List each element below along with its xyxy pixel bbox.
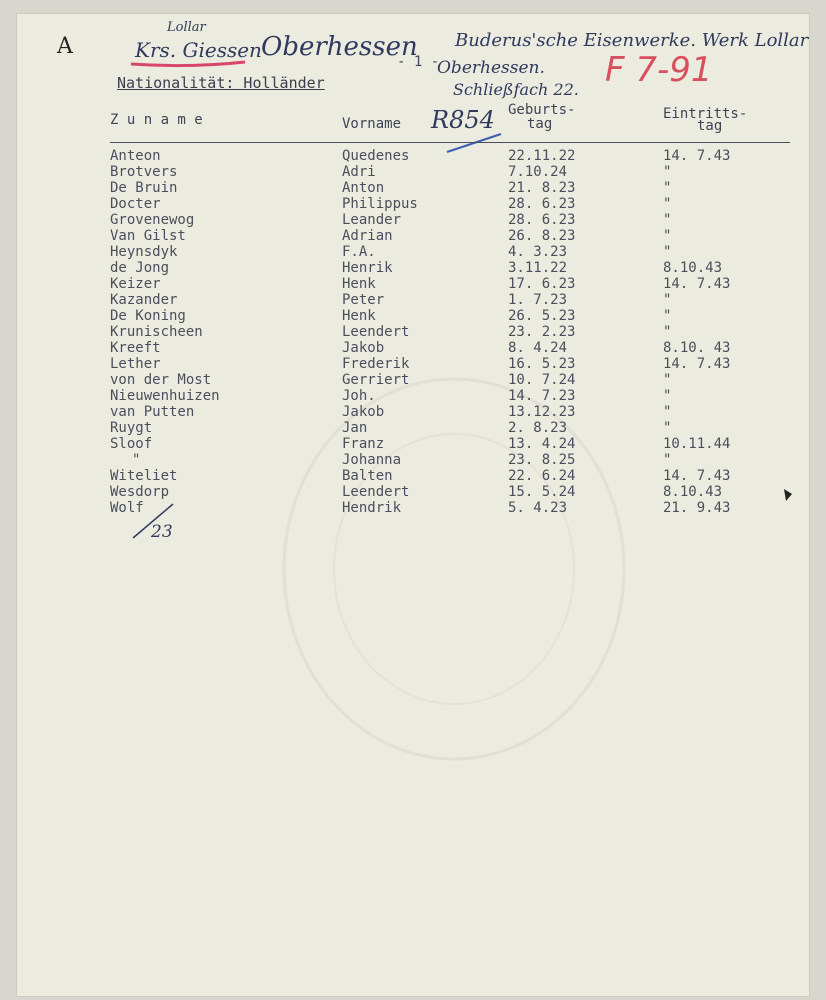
- surname-cell: Wesdorp: [110, 484, 170, 500]
- entry-date-cell: ": [663, 228, 672, 244]
- register-code: R854: [431, 106, 495, 134]
- surname-cell: Wolf: [110, 500, 144, 516]
- table-row: [17, 164, 809, 180]
- table-row: [17, 228, 809, 244]
- birth-date-cell: 3.11.22: [508, 260, 568, 276]
- surname-cell: Keizer: [110, 276, 161, 292]
- surname-cell: Anteon: [110, 148, 161, 164]
- birth-date-cell: 21. 8.23: [508, 180, 576, 196]
- birth-date-cell: 1. 7.23: [508, 292, 568, 308]
- surname-cell: Kazander: [110, 292, 178, 308]
- birth-date-cell: 13.12.23: [508, 404, 576, 420]
- entry-date-cell: ": [663, 244, 672, 260]
- surname-cell: Nieuwenhuizen: [110, 388, 220, 404]
- table-row: [17, 372, 809, 388]
- entry-date-cell: ": [663, 180, 672, 196]
- surname-cell: von der Most: [110, 372, 212, 388]
- first-name-cell: Henk: [342, 308, 376, 324]
- entry-date-cell: 8.10.43: [663, 484, 723, 500]
- entry-date-cell: ": [663, 212, 672, 228]
- entry-date-cell: 14. 7.43: [663, 148, 731, 164]
- surname-cell: Docter: [110, 196, 161, 212]
- surname-cell: Ruygt: [110, 420, 153, 436]
- first-name-cell: Quedenes: [342, 148, 410, 164]
- birth-date-cell: 5. 4.23: [508, 500, 568, 516]
- table-row: [17, 180, 809, 196]
- surname-cell: Krunischeen: [110, 324, 203, 340]
- column-header-birth-line2: tag: [527, 116, 553, 132]
- surname-cell: Heynsdyk: [110, 244, 178, 260]
- first-name-cell: F.A.: [342, 244, 376, 260]
- entry-date-cell: ": [663, 308, 672, 324]
- table-row: [17, 196, 809, 212]
- entry-date-cell: ": [663, 388, 672, 404]
- first-name-cell: Hendrik: [342, 500, 402, 516]
- birth-date-cell: 28. 6.23: [508, 212, 576, 228]
- first-name-cell: Jakob: [342, 404, 385, 420]
- entry-date-cell: 8.10. 43: [663, 340, 731, 356]
- birth-date-cell: 26. 8.23: [508, 228, 576, 244]
- surname-cell: ": [132, 452, 141, 468]
- company-note-line2: Oberhessen.: [437, 58, 545, 78]
- birth-date-cell: 13. 4.24: [508, 436, 576, 452]
- nationality-heading: Nationalität: Holländer: [117, 74, 325, 92]
- first-name-cell: Johanna: [342, 452, 402, 468]
- table-row: [17, 404, 809, 420]
- page-number: - 1 -: [397, 54, 440, 70]
- entry-date-cell: ": [663, 196, 672, 212]
- ink-mark: [783, 488, 793, 502]
- table-row: [17, 436, 809, 452]
- birth-date-cell: 4. 3.23: [508, 244, 568, 260]
- table-row: [17, 308, 809, 324]
- birth-date-cell: 22. 6.24: [508, 468, 576, 484]
- table-row: [17, 388, 809, 404]
- first-name-cell: Philippus: [342, 196, 418, 212]
- column-header-entry-line1: Eintritts-: [663, 106, 748, 122]
- entry-date-cell: 14. 7.43: [663, 276, 731, 292]
- surname-cell: de Jong: [110, 260, 170, 276]
- first-name-cell: Henrik: [342, 260, 393, 276]
- surname-cell: Brotvers: [110, 164, 178, 180]
- first-name-cell: Franz: [342, 436, 385, 452]
- entry-date-cell: 14. 7.43: [663, 356, 731, 372]
- column-header-surname: Z u n a m e: [110, 112, 203, 128]
- surname-cell: De Bruin: [110, 180, 178, 196]
- table-row: [17, 452, 809, 468]
- table-row: [17, 260, 809, 276]
- birth-date-cell: 23. 2.23: [508, 324, 576, 340]
- region-note: Oberhessen: [261, 32, 418, 62]
- file-code: F 7-91: [605, 50, 713, 90]
- entry-date-cell: ": [663, 452, 672, 468]
- red-underline: [129, 58, 249, 70]
- table-row: [17, 244, 809, 260]
- entry-date-cell: 14. 7.43: [663, 468, 731, 484]
- first-name-cell: Leendert: [342, 324, 410, 340]
- birth-date-cell: 22.11.22: [508, 148, 576, 164]
- surname-cell: van Putten: [110, 404, 195, 420]
- header-divider: [110, 142, 790, 143]
- birth-date-cell: 17. 6.23: [508, 276, 576, 292]
- entry-date-cell: 8.10.43: [663, 260, 723, 276]
- birth-date-cell: 28. 6.23: [508, 196, 576, 212]
- table-row: [17, 276, 809, 292]
- first-name-cell: Anton: [342, 180, 385, 196]
- company-note-line3: Schließfach 22.: [453, 80, 579, 99]
- first-name-cell: Leendert: [342, 484, 410, 500]
- count-note: 23: [151, 522, 173, 542]
- first-name-cell: Leander: [342, 212, 402, 228]
- first-name-cell: Joh.: [342, 388, 376, 404]
- birth-date-cell: 7.10.24: [508, 164, 568, 180]
- first-name-cell: Peter: [342, 292, 385, 308]
- entry-date-cell: ": [663, 164, 672, 180]
- table-row: [17, 292, 809, 308]
- entry-date-cell: ": [663, 372, 672, 388]
- column-header-entry-line2: tag: [697, 118, 723, 134]
- surname-cell: Grovenewog: [110, 212, 195, 228]
- company-note-line1: Buderus'sche Eisenwerke. Werk Lollar: [455, 30, 809, 51]
- entry-date-cell: ": [663, 324, 672, 340]
- corner-mark: A: [57, 34, 73, 59]
- birth-date-cell: 10. 7.24: [508, 372, 576, 388]
- district-above-note: Lollar: [167, 20, 206, 35]
- first-name-cell: Gerriert: [342, 372, 410, 388]
- birth-date-cell: 8. 4.24: [508, 340, 568, 356]
- first-name-cell: Frederik: [342, 356, 410, 372]
- table-row: [17, 420, 809, 436]
- entry-date-cell: ": [663, 292, 672, 308]
- birth-date-cell: 26. 5.23: [508, 308, 576, 324]
- first-name-cell: Adri: [342, 164, 376, 180]
- table-row: [17, 340, 809, 356]
- surname-cell: De Koning: [110, 308, 186, 324]
- surname-cell: Van Gilst: [110, 228, 186, 244]
- birth-date-cell: 15. 5.24: [508, 484, 576, 500]
- entry-date-cell: 10.11.44: [663, 436, 731, 452]
- surname-cell: Sloof: [110, 436, 153, 452]
- surname-cell: Kreeft: [110, 340, 161, 356]
- roster-table: [17, 148, 809, 528]
- birth-date-cell: 16. 5.23: [508, 356, 576, 372]
- column-header-birth-line1: Geburts-: [508, 102, 576, 118]
- district-note: Krs. Giessen: [135, 38, 262, 62]
- entry-date-cell: 21. 9.43: [663, 500, 731, 516]
- birth-date-cell: 23. 8.25: [508, 452, 576, 468]
- table-row: [17, 484, 809, 500]
- surname-cell: Witeliet: [110, 468, 178, 484]
- column-header-first-name: Vorname: [342, 116, 402, 132]
- surname-cell: Lether: [110, 356, 161, 372]
- first-name-cell: Adrian: [342, 228, 393, 244]
- table-row: [17, 148, 809, 164]
- table-row: [17, 212, 809, 228]
- first-name-cell: Balten: [342, 468, 393, 484]
- birth-date-cell: 2. 8.23: [508, 420, 568, 436]
- first-name-cell: Jan: [342, 420, 368, 436]
- birth-date-cell: 14. 7.23: [508, 388, 576, 404]
- document-page: [17, 14, 809, 996]
- entry-date-cell: ": [663, 404, 672, 420]
- table-row: [17, 468, 809, 484]
- first-name-cell: Henk: [342, 276, 376, 292]
- entry-date-cell: ": [663, 420, 672, 436]
- table-row: [17, 324, 809, 340]
- table-row: [17, 356, 809, 372]
- first-name-cell: Jakob: [342, 340, 385, 356]
